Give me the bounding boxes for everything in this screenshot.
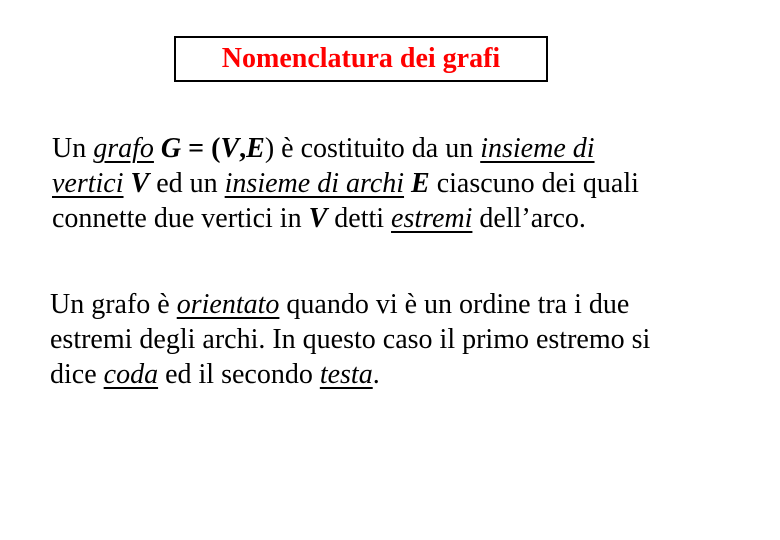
term-insieme-di-archi: insieme di archi: [224, 168, 405, 199]
text-run: [404, 168, 411, 199]
term-orientato: orientato: [176, 289, 280, 320]
text-run: Un grafo è: [50, 289, 177, 320]
text-run: .: [372, 359, 380, 390]
text-run: ed un: [149, 168, 225, 199]
slide-title: Nomenclatura dei grafi: [221, 43, 501, 74]
text-run: dice: [50, 359, 104, 390]
paragraph-line: [52, 166, 639, 201]
text-run: estremi degli archi. In questo caso il primo estremo si: [50, 324, 651, 355]
text-run: ) è costituito da un: [264, 133, 481, 164]
text-run: Un: [52, 133, 94, 164]
paragraph-line: [50, 357, 650, 392]
symbol-e: E: [411, 168, 430, 199]
text-run: detti: [327, 203, 392, 234]
paragraph-line: [50, 287, 650, 322]
term-estremi: estremi: [391, 203, 473, 234]
symbol-v: V: [308, 203, 328, 234]
paragraph-line: [52, 131, 639, 166]
symbol-v: V: [220, 133, 240, 164]
term-testa: testa: [319, 359, 373, 390]
text-run: [154, 133, 161, 164]
text-run: = (: [181, 133, 221, 164]
text-run: quando vi è un ordine tra i due: [279, 289, 630, 320]
text-run: [124, 168, 131, 199]
orientation-paragraph: [50, 287, 650, 392]
symbol-g: G: [160, 133, 182, 164]
text-run: ,: [239, 133, 247, 164]
title-box: [174, 36, 548, 82]
paragraph-line: [52, 201, 639, 236]
term-vertici: vertici: [52, 168, 124, 199]
text-run: ciascuno dei quali: [429, 168, 639, 199]
text-run: ed il secondo: [158, 359, 320, 390]
text-run: connette due vertici in: [52, 203, 309, 234]
term-grafo: grafo: [93, 133, 154, 164]
symbol-v: V: [130, 168, 150, 199]
symbol-e: E: [246, 133, 265, 164]
term-insieme-di: insieme di: [480, 133, 595, 164]
paragraph-line: [50, 322, 650, 357]
text-run: dell’arco.: [472, 203, 586, 234]
definition-paragraph: [52, 131, 639, 236]
term-coda: coda: [103, 359, 159, 390]
